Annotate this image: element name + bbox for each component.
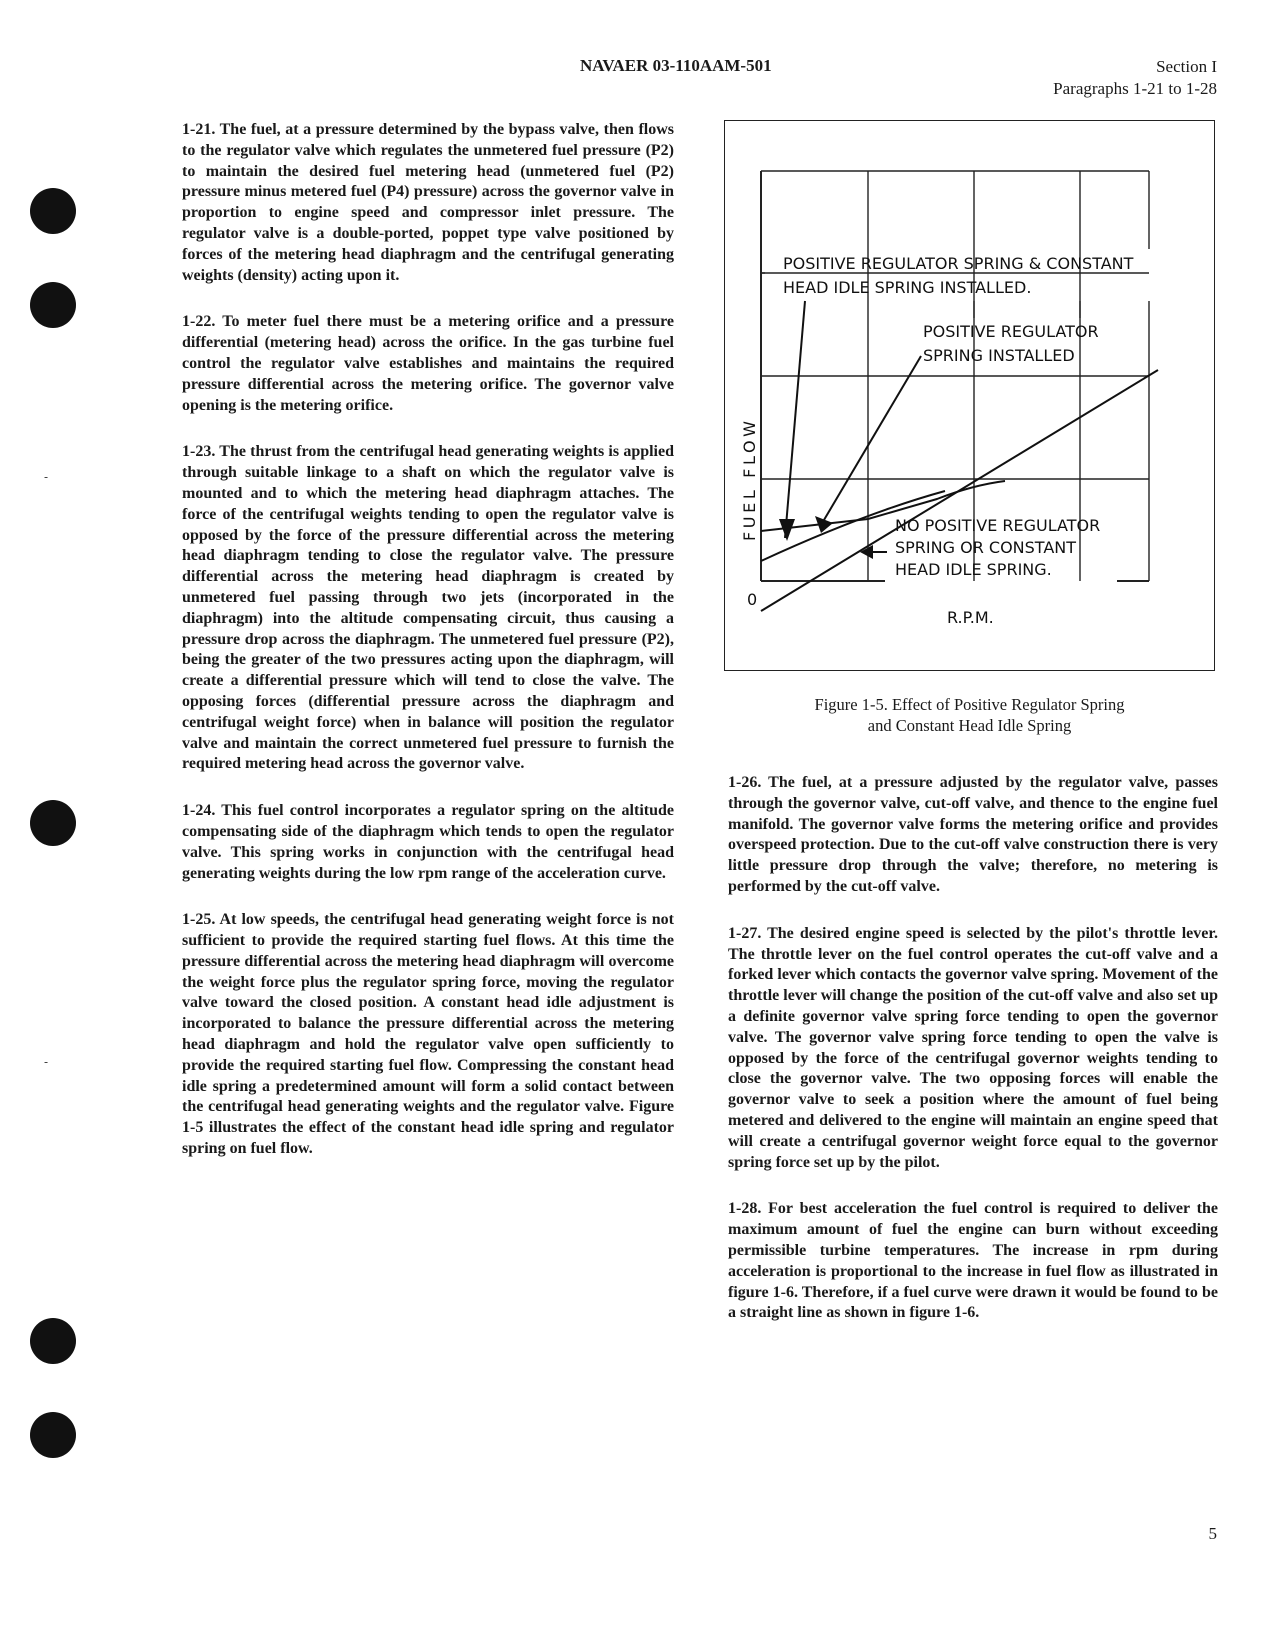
paragraph-1-26: 1-26. The fuel, at a pressure adjusted by the regulator valve, passes through the governor valve, cut-off valve, and thence to the engine fuel manifold. The governor valve forms the metering orifice and provides overspeed protection. Due to the cut-off valve construction there is very little pressure drop through the valve; therefore, no metering is performed by the cut-off valve. (728, 774, 1218, 895)
section-reference (1053, 56, 1217, 100)
paragraph-1-24: 1-24. This fuel control incorporates a regulator spring on the altitude compensating side of the diaphragm which tends to open the regulator valve. This spring works in conjunction with the centrifugal head generating weights during the low rpm range of the acceleration curve. (182, 802, 674, 882)
caption-line-2: and Constant Head Idle Spring (867, 716, 1072, 735)
caption-line-1: Figure 1-5. Effect of Positive Regulator Spring (814, 695, 1125, 714)
right-text-column (728, 773, 1218, 1350)
paragraph-1-23: 1-23. The thrust from the centrifugal head generating weights is applied through suitable linkage to a shaft on which the regulator valve is mounted and to which the metering head diaphragm attaches. The force of the centrifugal weights tending to open the regulator valve is opposed by the force of the pressure differential across the metering head diaphragm tending to close the regulator valve. The pressure differential across the metering head diaphragm is created by unmetered fuel passing through two jets (incorporated in the diaphragm) into the altitude compensating circuit, thus causing a pressure drop across the diaphragm. The unmetered fuel pressure (P2), being the greater of the two pressures acting upon the diaphragm, will create a differential pressure which will tend to close the valve. The opposing forces (differential pressure across the diaphragm and centrifugal weight force) when in balance will position the regulator valve and maintain the correct unmetered fuel pressure to furnish the required metering head across the governor valve. (182, 443, 674, 773)
paragraph-1-28: 1-28. For best acceleration the fuel control is required to deliver the maximum amount of fuel the engine can burn without exceeding permissible turbine temperatures. The increase in rpm during acceleration is proportional to the increase in fuel flow as illustrated in figure 1-6. Therefore, if a fuel curve were drawn it would be found to be a straight line as shown in figure 1-6. (728, 1200, 1218, 1322)
page-number: 5 (1208, 1524, 1217, 1543)
paragraph-1-25: 1-25. At low speeds, the centrifugal head generating weight force is not sufficient to provide the required starting fuel flows. At this time the pressure differential across the metering head diaphragm will overcome the weight force plus the regulator spring force, moving the regulator valve toward the closed position. A constant head idle adjustment is incorporated to balance the pressure differential across the metering head diaphragm and hold the regulator valve open sufficiently to provide the required starting fuel flow. Compressing the constant head idle spring a predetermined amount will form a solid contact between the centrifugal head generating weights and the regulator valve. Figure 1-5 illustrates the effect of the constant head idle spring and regulator spring on fuel flow. (182, 911, 674, 1158)
binder-hole (30, 282, 76, 328)
figure-1-5-chart (724, 120, 1215, 671)
leader-line-b (821, 356, 921, 525)
binder-hole (30, 1412, 76, 1458)
margin-tick: - (44, 1055, 49, 1069)
label-b-line2: SPRING INSTALLED (923, 346, 1075, 365)
origin-label: 0 (747, 590, 758, 609)
margin-tick: - (44, 470, 49, 484)
figure-caption (724, 694, 1215, 736)
label-c-line2: SPRING OR CONSTANT (895, 538, 1076, 557)
left-text-column (182, 120, 674, 1186)
paragraph-1-21: 1-21. The fuel, at a pressure determined by the bypass valve, then flows to the regulator valve which regulates the unmetered fuel pressure (P2) to maintain the desired fuel metering head (unmetered fuel (P2) pressure minus metered fuel (P4) pressure) across the governor valve in proportion to engine speed and compressor inlet pressure. The regulator valve is a double-ported, poppet type valve positioned by forces of the metering head diaphragm and the centrifugal generating weights (density) acting upon it. (182, 121, 674, 284)
fuel-flow-graph (725, 121, 1216, 672)
paragraph-1-27: 1-27. The desired engine speed is selected by the pilot's throttle lever. The throttle lever on the fuel control operates the cut-off valve and a forked lever which contacts the governor valve spring. Movement of the throttle lever will change the position of the cut-off valve and also set up a definite governor valve spring force tending to open the governor valve. The governor valve spring force tending to open the valve is opposed by the force of the centrifugal governor weights tending to close the governor valve. The two opposing forces will enable the governor valve to seek a position where the amount of fuel being metered and delivered to the engine will maintain an engine speed that will create a centrifugal governor weight force equal to the governor spring force set up by the pilot. (728, 924, 1218, 1171)
binder-hole (30, 188, 76, 234)
section-label: Section I (1156, 57, 1217, 76)
label-c-line3: HEAD IDLE SPRING. (895, 560, 1052, 579)
paragraph-1-22: 1-22. To meter fuel there must be a metering orifice and a pressure differential (metering head) across the orifice. In the gas turbine fuel control the regulator valve establishes and maintains the required pressure differential across the metering orifice. The governor valve opening is the metering orifice. (182, 313, 674, 414)
y-axis-label: FUEL FLOW (740, 421, 759, 541)
arrowhead-a (779, 519, 795, 541)
document-number: NAVAER 03-110AAM-501 (580, 56, 772, 75)
leader-line-a (785, 301, 805, 538)
label-a-line1: POSITIVE REGULATOR SPRING & CONSTANT (783, 254, 1134, 273)
label-a-line2: HEAD IDLE SPRING INSTALLED. (783, 278, 1032, 297)
label-b-line1: POSITIVE REGULATOR (923, 322, 1099, 341)
label-c-line1: NO POSITIVE REGULATOR (895, 516, 1101, 535)
paragraph-range: Paragraphs 1-21 to 1-28 (1053, 79, 1217, 98)
x-axis-label: R.P.M. (947, 608, 994, 627)
binder-hole (30, 1318, 76, 1364)
binder-hole (30, 800, 76, 846)
